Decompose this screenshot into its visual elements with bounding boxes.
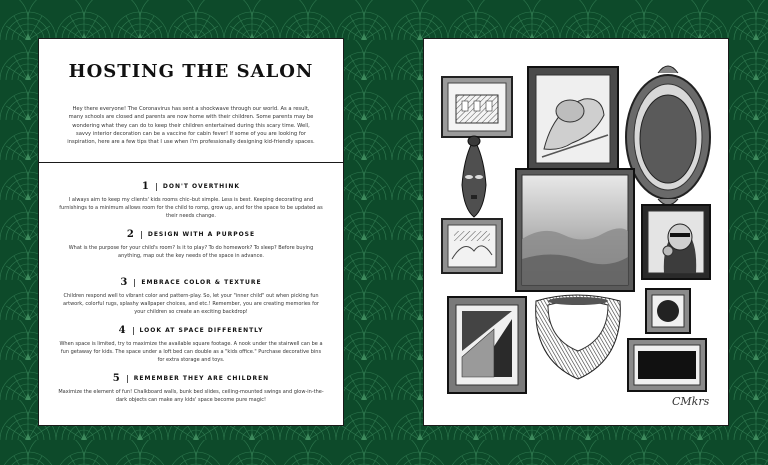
tip-body: What is the purpose for your child's room? Is it to play? To do homework? To sleep? Before buying anything, map out the key needs of the space in advance. (68, 244, 314, 259)
tip-heading (57, 373, 325, 386)
tip-heading (57, 277, 325, 290)
left-page (38, 38, 344, 426)
frame-small-round (646, 289, 690, 333)
separator (134, 279, 135, 287)
tip-title: DESIGN WITH A PURPOSE (147, 231, 256, 238)
tip-number: 1 (141, 181, 150, 192)
tip-number: 3 (120, 277, 129, 288)
tip-number: 4 (118, 325, 127, 336)
tip-heading (57, 325, 325, 338)
tip-body: When space is limited, try to maximize the available square footage. A nook under the stairwell can be a fun getaway for kids. The space under a loft bed can double as a "kids office." Purchase decorative bins for extra storage and toys. (59, 340, 323, 363)
frame-small-sketch (442, 219, 502, 273)
tip-item (57, 229, 325, 277)
tip-item (57, 277, 325, 325)
frame-bearded-man (642, 205, 710, 279)
tip-body: I always aim to keep my clients' kids rooms chic–but simple. Less is best. Keeping decorating and furnishings to a minimum allows room for the child to romp, grow up, and for the space to be updated as their needs change. (59, 196, 323, 219)
frame-oval-mirror (626, 66, 710, 205)
divider (39, 162, 343, 163)
tip-body: Maximize the element of fun! Chalkboard walls, bunk bed slides, ceiling-mounted swings and glow-in-the-dark objects can make any kids' space become pure magic! (58, 388, 324, 403)
tip-number: 5 (112, 373, 121, 384)
tip-title: EMBRACE COLOR & TEXTURE (141, 279, 262, 286)
mask-sculpture (462, 136, 486, 217)
tip-item (57, 373, 325, 421)
separator (141, 231, 142, 239)
tip-heading (57, 181, 325, 194)
tip-title: REMEMBER THEY ARE CHILDREN (133, 375, 270, 382)
frame-misty-landscape (516, 169, 634, 291)
tip-heading (57, 229, 325, 242)
beaded-necklace (536, 295, 621, 379)
page-title: HOSTING THE SALON (68, 61, 314, 82)
intro-paragraph: Hey there everyone! The Coronavirus has sent a shockwave through our world. As a result, many schools are closed and parents are now home with their children. Some parents may be wondering what they can do to keep their children entertained during this scary time. Well, savvy interior decoration can be a vaccine for cabin fever! If some of you are looking for inspiration, here are a few tips that I use when I'm professionally designing kid-friendly spaces. (67, 106, 315, 146)
frame-building (442, 77, 512, 137)
frame-figure-portrait (528, 67, 618, 171)
separator (127, 375, 128, 383)
frame-dark-abstract (628, 339, 706, 391)
right-page (423, 38, 729, 426)
separator (156, 183, 157, 191)
tip-title: LOOK AT SPACE DIFFERENTLY (139, 327, 264, 334)
tip-number: 2 (126, 229, 135, 240)
frame-geometric-abstract (448, 297, 526, 393)
tip-body: Children respond well to vibrant color and pattern-play. So, let your "inner child" out when picking fun artwork, colorful rugs, splashy wallpaper choices, and etc.! Remember, you are creating memories for your children so create an exciting backdrop! (63, 292, 319, 315)
tip-title: DON'T OVERTHINK (162, 183, 241, 190)
tip-item (57, 325, 325, 373)
tips-list (57, 181, 325, 421)
gallery-wall-illustration (424, 39, 729, 426)
tip-item (57, 181, 325, 229)
artist-signature: CMkrs (672, 395, 710, 408)
separator (133, 327, 134, 335)
